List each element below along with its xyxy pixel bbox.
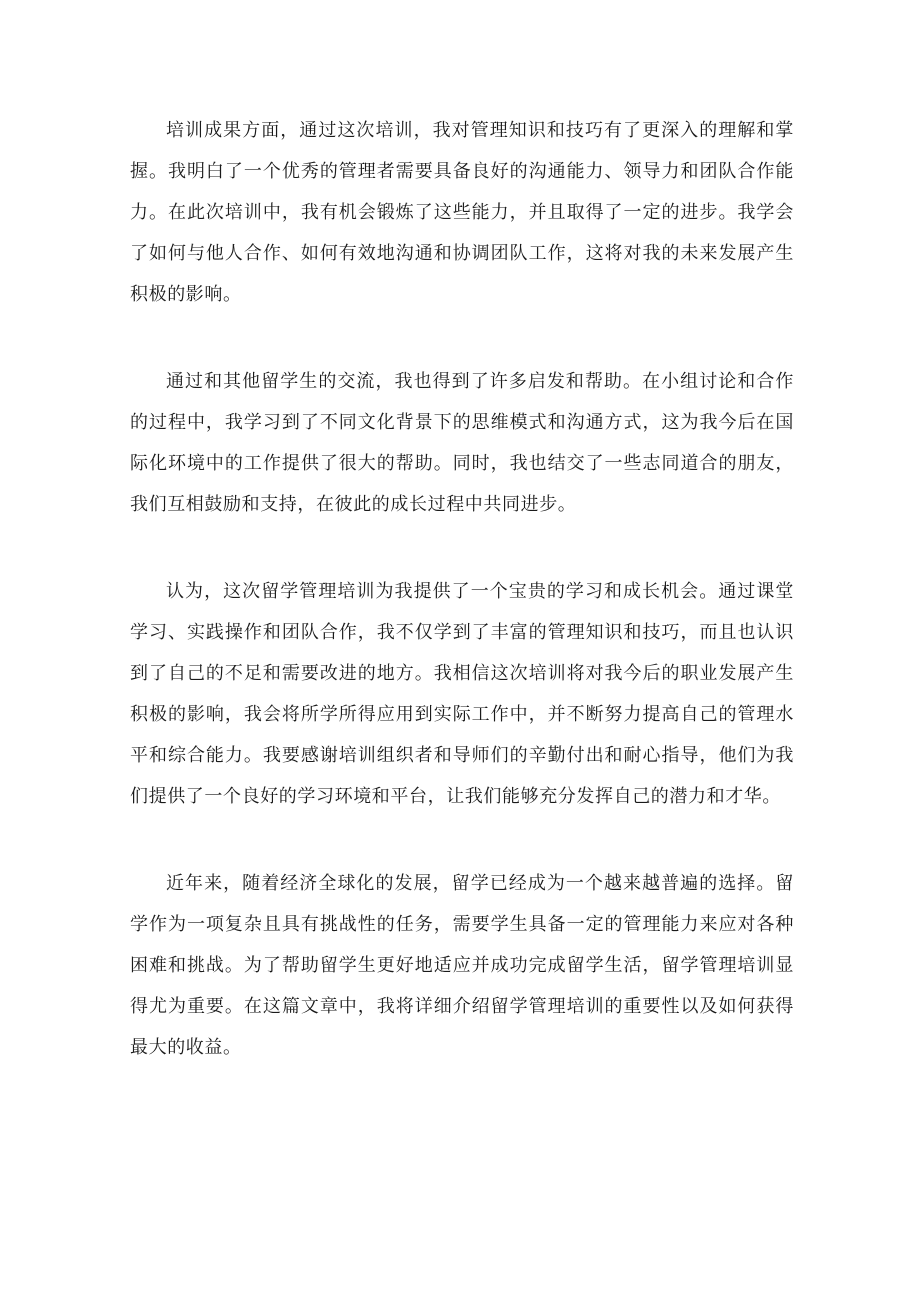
document-body (130, 110, 794, 1114)
paragraph-exchange: 通过和其他留学生的交流，我也得到了许多启发和帮助。在小组讨论和合作的过程中，我学习到了不同文化背景下的思维模式和沟通方式，这为我今后在国际化环境中的工作提供了很大的帮助。同时，我也结交了一些志同道合的朋友，我们互相鼓励和支持，在彼此的成长过程中共同进步。 (130, 371, 794, 515)
paragraph-conclusion: 认为，这次留学管理培训为我提供了一个宝贵的学习和成长机会。通过课堂学习、实践操作和团队合作，我不仅学到了丰富的管理知识和技巧，而且也认识到了自己的不足和需要改进的地方。我相信这次培训将对我今后的职业发展产生积极的影响，我会将所学所得应用到实际工作中，并不断努力提高自己的管理水平和综合能力。我要感谢培训组织者和导师们的辛勤付出和耐心指导，他们为我们提供了一个良好的学习环境和平台，让我们能够充分发挥自己的潜力和才华。 (130, 581, 794, 807)
paragraph-training-results: 培训成果方面，通过这次培训，我对管理知识和技巧有了更深入的理解和掌握。我明白了一个优秀的管理者需要具备良好的沟通能力、领导力和团队合作能力。在此次培训中，我有机会锻炼了这些能力，并且取得了一定的进步。我学会了如何与他人合作、如何有效地沟通和协调团队工作，这将对我的未来发展产生积极的影响。 (130, 120, 794, 305)
paragraph-introduction: 近年来，随着经济全球化的发展，留学已经成为一个越来越普遍的选择。留学作为一项复杂且具有挑战性的任务，需要学生具备一定的管理能力来应对各种困难和挑战。为了帮助留学生更好地适应并成功完成留学生活，留学管理培训显得尤为重要。在这篇文章中，我将详细介绍留学管理培训的重要性以及如何获得最大的收益。 (130, 873, 794, 1058)
